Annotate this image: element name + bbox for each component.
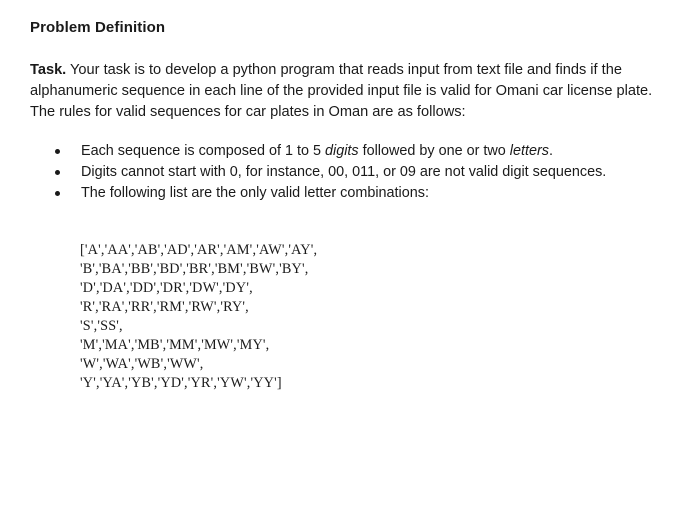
- rule-text: The following list are the only valid letter combinations:: [81, 185, 429, 201]
- bullet-icon: [55, 191, 60, 196]
- task-line-3: The rules for valid sequences for car plates in Oman are as follows:: [30, 104, 466, 120]
- rule-emphasis-letters: letters: [509, 143, 549, 159]
- rule-item-letter-list: [55, 183, 675, 204]
- task-label: Task.: [30, 62, 67, 78]
- rule-emphasis-digits: digits: [325, 143, 359, 159]
- section-heading: Problem Definition: [30, 19, 166, 36]
- bullet-icon: [55, 170, 60, 175]
- letter-combinations-line: 'M','MA','MB','MM','MW','MY',: [80, 337, 270, 353]
- letter-combinations-line: 'R','RA','RR','RM','RW','RY',: [80, 299, 249, 315]
- task-paragraph: [30, 60, 680, 123]
- letter-combinations-line: 'B','BA','BB','BD','BR','BM','BW','BY',: [80, 261, 309, 277]
- letter-combinations-line: 'W','WA','WB','WW',: [80, 356, 204, 372]
- rule-text: Digits cannot start with 0, for instance, 00, 011, or 09 are not valid digit sequences.: [81, 164, 607, 180]
- letter-combinations-list: [80, 241, 317, 393]
- rule-text: .: [549, 143, 553, 159]
- rule-item-leading-zero: [55, 162, 675, 183]
- letter-combinations-line: ['A','AA','AB','AD','AR','AM','AW','AY',: [80, 242, 318, 258]
- task-text-1: Your task is to develop a python program that reads input from text file and finds if the: [66, 62, 622, 78]
- task-line-2: alphanumeric sequence in each line of the provided input file is valid for Omani car license plate.: [30, 83, 653, 99]
- bullet-icon: [55, 149, 60, 154]
- rule-text: Each sequence is composed of 1 to 5: [81, 143, 325, 159]
- letter-combinations-line: 'D','DA','DD','DR','DW','DY',: [80, 280, 253, 296]
- letter-combinations-line: 'S','SS',: [80, 318, 123, 334]
- letter-combinations-line: 'Y','YA','YB','YD','YR','YW','YY']: [80, 375, 282, 391]
- task-line-1: [30, 60, 680, 81]
- rule-text: followed by one or two: [358, 143, 510, 159]
- rule-item-digits-letters: [55, 141, 675, 162]
- rules-list: [55, 141, 675, 204]
